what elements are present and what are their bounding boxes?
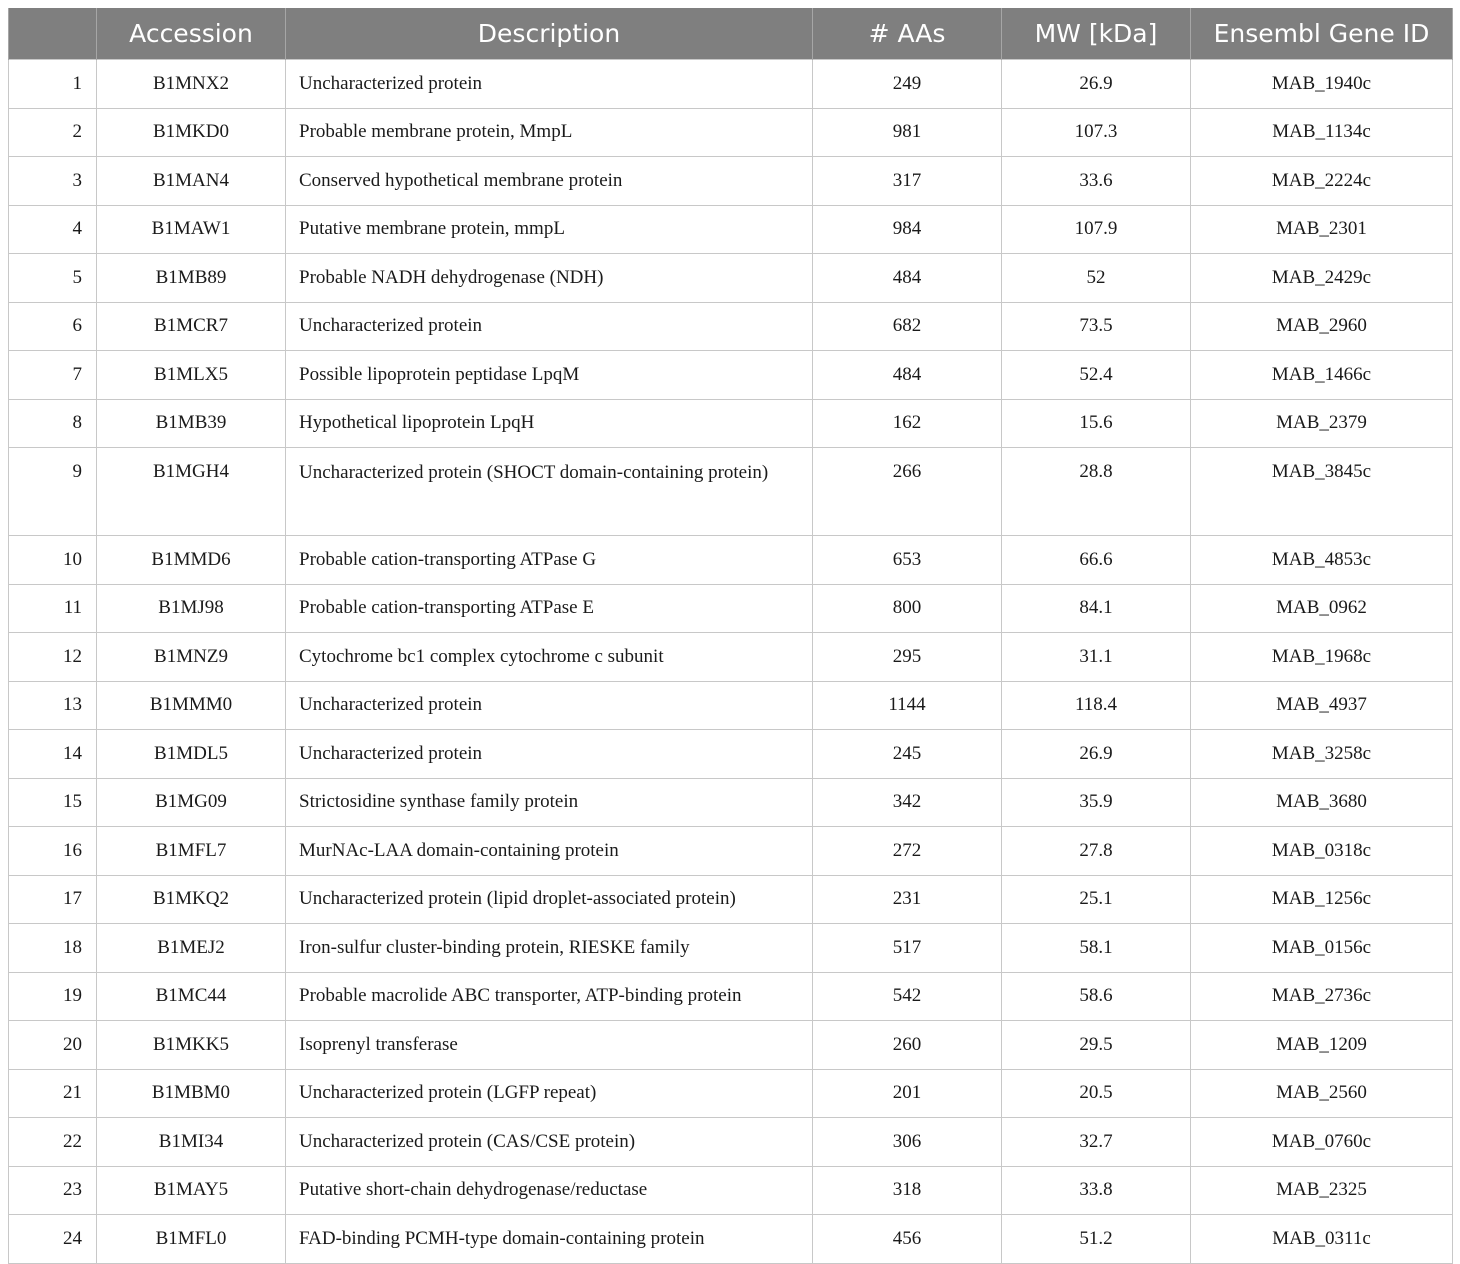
gene-id-cell: MAB_1256c <box>1191 875 1453 924</box>
table-row <box>9 254 1453 303</box>
accession-cell: B1MEJ2 <box>97 924 286 973</box>
aa-count-cell: 517 <box>813 924 1002 973</box>
gene-id-cell: MAB_2429c <box>1191 254 1453 303</box>
aa-count-cell: 542 <box>813 972 1002 1021</box>
table-row <box>9 399 1453 448</box>
gene-id-cell: MAB_0311c <box>1191 1215 1453 1264</box>
description-cell: Uncharacterized protein (CAS/CSE protein) <box>286 1118 813 1167</box>
aa-count-cell: 456 <box>813 1215 1002 1264</box>
table-row <box>9 536 1453 585</box>
mw-cell: 84.1 <box>1002 584 1191 633</box>
aa-count-cell: 201 <box>813 1069 1002 1118</box>
mw-cell: 20.5 <box>1002 1069 1191 1118</box>
mw-cell: 26.9 <box>1002 60 1191 109</box>
accession-cell: B1MGH4 <box>97 448 286 536</box>
gene-id-cell: MAB_3258c <box>1191 730 1453 779</box>
table-row <box>9 972 1453 1021</box>
description-cell: Hypothetical lipoprotein LpqH <box>286 399 813 448</box>
accession-cell: B1MBM0 <box>97 1069 286 1118</box>
row-index: 11 <box>9 584 97 633</box>
mw-cell: 107.9 <box>1002 205 1191 254</box>
header-index <box>9 8 97 60</box>
aa-count-cell: 231 <box>813 875 1002 924</box>
mw-cell: 25.1 <box>1002 875 1191 924</box>
accession-cell: B1MFL0 <box>97 1215 286 1264</box>
accession-cell: B1MKK5 <box>97 1021 286 1070</box>
table-row <box>9 730 1453 779</box>
aa-count-cell: 260 <box>813 1021 1002 1070</box>
description-cell: Strictosidine synthase family protein <box>286 778 813 827</box>
description-cell: Uncharacterized protein (lipid droplet-associated protein) <box>286 875 813 924</box>
row-index: 15 <box>9 778 97 827</box>
mw-cell: 33.8 <box>1002 1166 1191 1215</box>
row-index: 12 <box>9 633 97 682</box>
aa-count-cell: 653 <box>813 536 1002 585</box>
table-row <box>9 1215 1453 1264</box>
table-body <box>9 60 1453 1264</box>
description-cell: Probable cation-transporting ATPase E <box>286 584 813 633</box>
row-index: 20 <box>9 1021 97 1070</box>
header-row <box>9 8 1453 60</box>
table-row <box>9 875 1453 924</box>
gene-id-cell: MAB_2560 <box>1191 1069 1453 1118</box>
description-cell: Uncharacterized protein <box>286 681 813 730</box>
protein-table <box>8 8 1453 1264</box>
header-accession: Accession <box>97 8 286 60</box>
gene-id-cell: MAB_2960 <box>1191 302 1453 351</box>
mw-cell: 31.1 <box>1002 633 1191 682</box>
gene-id-cell: MAB_0760c <box>1191 1118 1453 1167</box>
row-index: 16 <box>9 827 97 876</box>
aa-count-cell: 981 <box>813 108 1002 157</box>
mw-cell: 29.5 <box>1002 1021 1191 1070</box>
accession-cell: B1MNZ9 <box>97 633 286 682</box>
accession-cell: B1MI34 <box>97 1118 286 1167</box>
mw-cell: 58.1 <box>1002 924 1191 973</box>
aa-count-cell: 266 <box>813 448 1002 536</box>
mw-cell: 28.8 <box>1002 448 1191 536</box>
row-index: 17 <box>9 875 97 924</box>
accession-cell: B1MAW1 <box>97 205 286 254</box>
row-index: 24 <box>9 1215 97 1264</box>
gene-id-cell: MAB_0962 <box>1191 584 1453 633</box>
table-row <box>9 302 1453 351</box>
aa-count-cell: 1144 <box>813 681 1002 730</box>
description-cell: Iron-sulfur cluster-binding protein, RIESKE family <box>286 924 813 973</box>
gene-id-cell: MAB_2736c <box>1191 972 1453 1021</box>
aa-count-cell: 800 <box>813 584 1002 633</box>
mw-cell: 51.2 <box>1002 1215 1191 1264</box>
table-row <box>9 1166 1453 1215</box>
gene-id-cell: MAB_1209 <box>1191 1021 1453 1070</box>
gene-id-cell: MAB_3680 <box>1191 778 1453 827</box>
description-cell: Uncharacterized protein (LGFP repeat) <box>286 1069 813 1118</box>
table-row <box>9 108 1453 157</box>
table-row <box>9 157 1453 206</box>
accession-cell: B1MKQ2 <box>97 875 286 924</box>
accession-cell: B1MCR7 <box>97 302 286 351</box>
mw-cell: 66.6 <box>1002 536 1191 585</box>
header-description: Description <box>286 8 813 60</box>
row-index: 19 <box>9 972 97 1021</box>
mw-cell: 52 <box>1002 254 1191 303</box>
gene-id-cell: MAB_0318c <box>1191 827 1453 876</box>
table-row <box>9 681 1453 730</box>
accession-cell: B1MFL7 <box>97 827 286 876</box>
accession-cell: B1MB89 <box>97 254 286 303</box>
row-index: 18 <box>9 924 97 973</box>
description-cell: Putative membrane protein, mmpL <box>286 205 813 254</box>
accession-cell: B1MAY5 <box>97 1166 286 1215</box>
description-cell: Uncharacterized protein <box>286 730 813 779</box>
gene-id-cell: MAB_1968c <box>1191 633 1453 682</box>
row-index: 9 <box>9 448 97 536</box>
table-row <box>9 351 1453 400</box>
aa-count-cell: 682 <box>813 302 1002 351</box>
gene-id-cell: MAB_1940c <box>1191 60 1453 109</box>
gene-id-cell: MAB_1134c <box>1191 108 1453 157</box>
table-row <box>9 584 1453 633</box>
gene-id-cell: MAB_2224c <box>1191 157 1453 206</box>
gene-id-cell: MAB_1466c <box>1191 351 1453 400</box>
description-cell: Possible lipoprotein peptidase LpqM <box>286 351 813 400</box>
description-cell: Probable membrane protein, MmpL <box>286 108 813 157</box>
gene-id-cell: MAB_4937 <box>1191 681 1453 730</box>
description-cell: Conserved hypothetical membrane protein <box>286 157 813 206</box>
header-ensembl-gene-id: Ensembl Gene ID <box>1191 8 1453 60</box>
aa-count-cell: 245 <box>813 730 1002 779</box>
mw-cell: 27.8 <box>1002 827 1191 876</box>
accession-cell: B1MLX5 <box>97 351 286 400</box>
aa-count-cell: 317 <box>813 157 1002 206</box>
mw-cell: 32.7 <box>1002 1118 1191 1167</box>
description-cell: Probable cation-transporting ATPase G <box>286 536 813 585</box>
aa-count-cell: 318 <box>813 1166 1002 1215</box>
aa-count-cell: 306 <box>813 1118 1002 1167</box>
description-cell: Probable macrolide ABC transporter, ATP-binding protein <box>286 972 813 1021</box>
mw-cell: 118.4 <box>1002 681 1191 730</box>
aa-count-cell: 484 <box>813 351 1002 400</box>
row-index: 1 <box>9 60 97 109</box>
aa-count-cell: 984 <box>813 205 1002 254</box>
gene-id-cell: MAB_2379 <box>1191 399 1453 448</box>
table-row <box>9 205 1453 254</box>
row-index: 21 <box>9 1069 97 1118</box>
row-index: 8 <box>9 399 97 448</box>
row-index: 23 <box>9 1166 97 1215</box>
accession-cell: B1MJ98 <box>97 584 286 633</box>
table-row <box>9 1069 1453 1118</box>
mw-cell: 35.9 <box>1002 778 1191 827</box>
gene-id-cell: MAB_4853c <box>1191 536 1453 585</box>
aa-count-cell: 249 <box>813 60 1002 109</box>
description-cell: MurNAc-LAA domain-containing protein <box>286 827 813 876</box>
mw-cell: 73.5 <box>1002 302 1191 351</box>
description-cell: Uncharacterized protein <box>286 302 813 351</box>
mw-cell: 52.4 <box>1002 351 1191 400</box>
aa-count-cell: 162 <box>813 399 1002 448</box>
aa-count-cell: 484 <box>813 254 1002 303</box>
table-row <box>9 924 1453 973</box>
row-index: 13 <box>9 681 97 730</box>
row-index: 14 <box>9 730 97 779</box>
row-index: 2 <box>9 108 97 157</box>
header-molecular-weight: MW [kDa] <box>1002 8 1191 60</box>
description-cell: Cytochrome bc1 complex cytochrome c subunit <box>286 633 813 682</box>
accession-cell: B1MDL5 <box>97 730 286 779</box>
row-index: 3 <box>9 157 97 206</box>
description-cell: Isoprenyl transferase <box>286 1021 813 1070</box>
header-aa-count: # AAs <box>813 8 1002 60</box>
mw-cell: 58.6 <box>1002 972 1191 1021</box>
description-cell: Probable NADH dehydrogenase (NDH) <box>286 254 813 303</box>
gene-id-cell: MAB_0156c <box>1191 924 1453 973</box>
accession-cell: B1MKD0 <box>97 108 286 157</box>
aa-count-cell: 295 <box>813 633 1002 682</box>
description-cell: FAD-binding PCMH-type domain-containing protein <box>286 1215 813 1264</box>
row-index: 22 <box>9 1118 97 1167</box>
row-index: 4 <box>9 205 97 254</box>
row-index: 7 <box>9 351 97 400</box>
mw-cell: 26.9 <box>1002 730 1191 779</box>
gene-id-cell: MAB_3845c <box>1191 448 1453 536</box>
row-index: 10 <box>9 536 97 585</box>
row-index: 5 <box>9 254 97 303</box>
table-row <box>9 60 1453 109</box>
table-row <box>9 633 1453 682</box>
table-row <box>9 1021 1453 1070</box>
row-index: 6 <box>9 302 97 351</box>
mw-cell: 15.6 <box>1002 399 1191 448</box>
description-cell: Putative short-chain dehydrogenase/reductase <box>286 1166 813 1215</box>
aa-count-cell: 342 <box>813 778 1002 827</box>
mw-cell: 107.3 <box>1002 108 1191 157</box>
table-row <box>9 827 1453 876</box>
accession-cell: B1MAN4 <box>97 157 286 206</box>
aa-count-cell: 272 <box>813 827 1002 876</box>
table-row <box>9 1118 1453 1167</box>
description-cell: Uncharacterized protein (SHOCT domain-containing protein) <box>286 448 813 536</box>
gene-id-cell: MAB_2301 <box>1191 205 1453 254</box>
accession-cell: B1MMM0 <box>97 681 286 730</box>
accession-cell: B1MB39 <box>97 399 286 448</box>
table-row <box>9 778 1453 827</box>
accession-cell: B1MNX2 <box>97 60 286 109</box>
accession-cell: B1MC44 <box>97 972 286 1021</box>
gene-id-cell: MAB_2325 <box>1191 1166 1453 1215</box>
protein-table-container <box>8 8 1452 1264</box>
table-row <box>9 448 1453 536</box>
accession-cell: B1MG09 <box>97 778 286 827</box>
description-cell: Uncharacterized protein <box>286 60 813 109</box>
mw-cell: 33.6 <box>1002 157 1191 206</box>
accession-cell: B1MMD6 <box>97 536 286 585</box>
